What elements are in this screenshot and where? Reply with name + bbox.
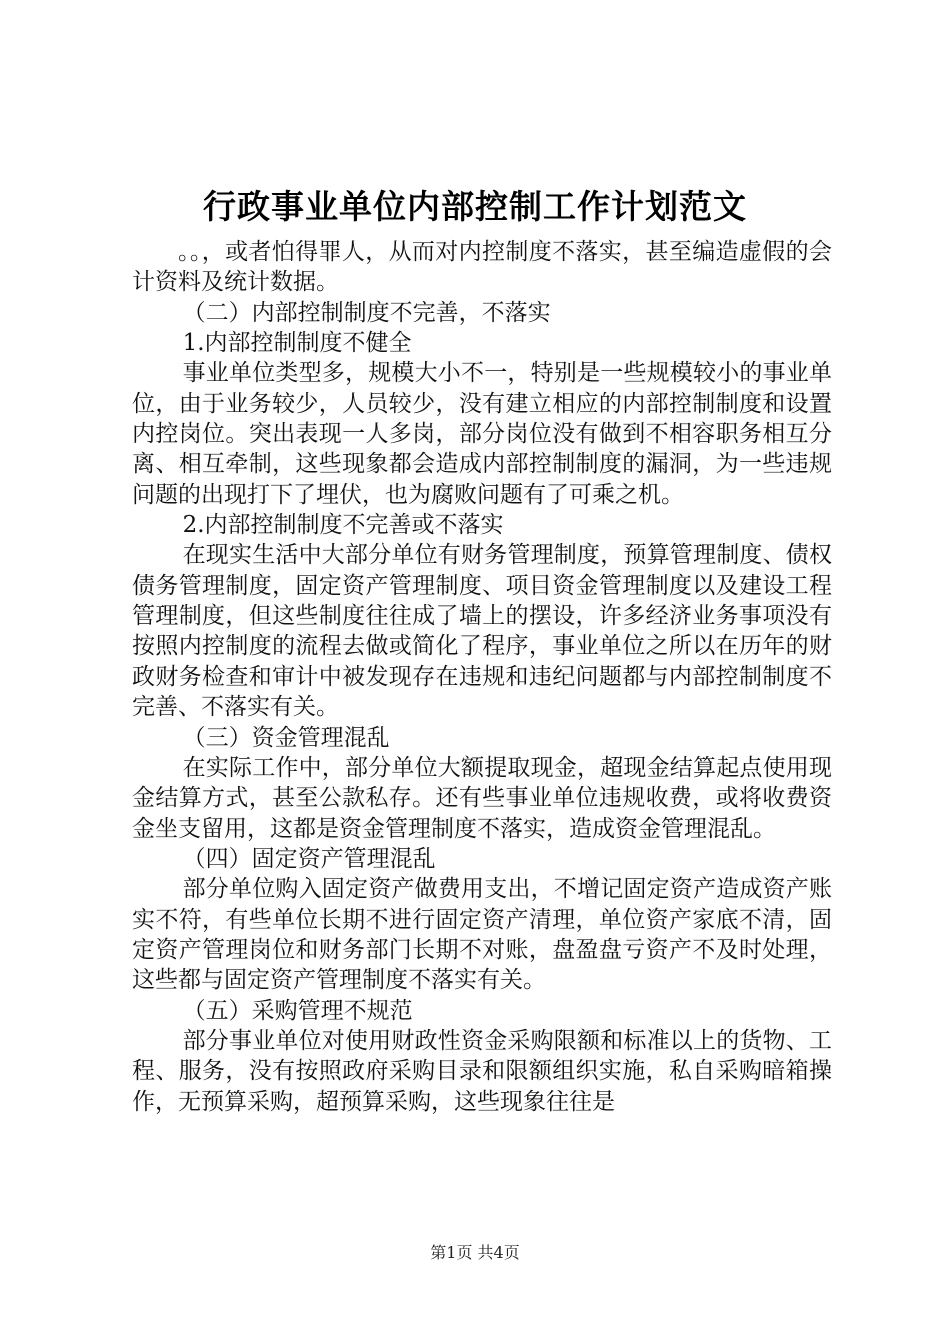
paragraph-system-not-implemented: 在现实生活中大部分单位有财务管理制度，预算管理制度、债权债务管理制度，固定资产管理制度、项目资金管理制度以及建设工程管理制度，但这些制度往往成了墙上的摆设，许多经济业务事项没有按照内控制度的流程去做或简化了程序，事业单位之所以在历年的财政财务检查和审计中被发现存在违规和违纪问题都与内部控制制度不完善、不落实有关。 (132, 542, 832, 721)
paragraph-procurement: 部分事业单位对使用财政性资金采购限额和标准以上的货物、工程、服务，没有按照政府采购目录和限额组织实施，私自采购暗箱操作，无预算采购，超预算采购，这些现象往往是 (132, 1027, 832, 1115)
paragraph-fund-management: 在实际工作中，部分单位大额提取现金，超现金结算起点使用现金结算方式，甚至公款私存。还有些事业单位违规收费，或将收费资金坐支留用，这都是资金管理制度不落实，造成资金管理混乱。 (132, 754, 832, 842)
section-heading-4: （四）固定资产管理混乱 (182, 845, 436, 872)
paragraph-fixed-assets: 部分单位购入固定资产做费用支出，不增记固定资产造成资产账实不符，有些单位长期不进行固定资产清理，单位资产家底不清，固定资产管理岗位和财务部门长期不对账，盘盈盘亏资产不及时处理，这些都与固定资产管理制度不落实有关。 (132, 876, 832, 994)
section-heading-2: （二）内部控制制度不完善，不落实 (182, 299, 551, 326)
section-heading-3: （三）资金管理混乱 (182, 724, 390, 751)
document-title: 行政事业单位内部控制工作计划范文 (203, 187, 747, 226)
subsection-heading-1: 1.内部控制制度不健全 (182, 330, 412, 357)
paragraph-incomplete-system: 事业单位类型多，规模大小不一，特别是一些规模较小的事业单位，由于业务较少，人员较少，没有建立相应的内部控制制度和设置内控岗位。突出表现一人多岗，部分岗位没有做到不相容职务相互分离、相互牵制，这些现象都会造成内部控制制度的漏洞，为一些违规问题的出现打下了埋伏，也为腐败问题有了可乘之机。 (132, 360, 832, 508)
paragraph-continuation: 。。，或者怕得罪人，从而对内控制度不落实，甚至编造虚假的会计资料及统计数据。 (132, 239, 832, 296)
document-body (132, 237, 832, 1117)
section-heading-5: （五）采购管理不规范 (182, 997, 413, 1024)
subsection-heading-2: 2.内部控制制度不完善或不落实 (182, 512, 504, 539)
page-footer: 第1页 共4页 (430, 1243, 520, 1262)
